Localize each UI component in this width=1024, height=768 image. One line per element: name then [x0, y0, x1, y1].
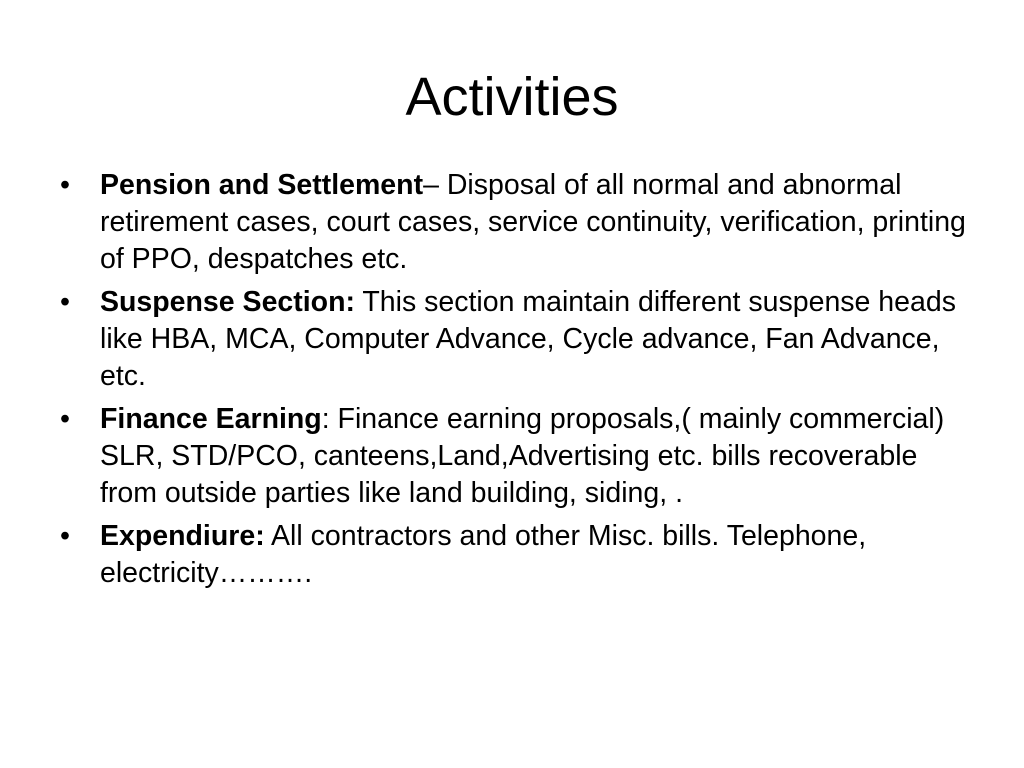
bullet-term: Suspense Section: — [100, 286, 355, 318]
bullet-item-pension-settlement — [60, 167, 970, 278]
bullet-item-suspense-section — [60, 284, 970, 395]
bullet-item-finance-earning — [60, 401, 970, 512]
slide-title: Activities — [405, 67, 619, 127]
bullet-icon: • — [60, 403, 70, 435]
bullet-text: This section maintain different suspense heads like HBA, MCA, Computer Advance, Cycle advance, Fan Advance, etc. — [100, 286, 956, 392]
bullet-text: : Finance earning proposals,( mainly commercial) SLR, STD/PCO, canteens,Land,Advertising etc. bills recoverable from outside parties like land building, siding, . — [100, 403, 945, 509]
bullet-item-expenditure — [60, 518, 970, 592]
bullet-text: – Disposal of all normal and abnormal retirement cases, court cases, service continuity, verification, printing of PPO, despatches etc. — [100, 169, 966, 275]
bullet-text: All contractors and other Misc. bills. Telephone, electricity………. — [100, 520, 867, 589]
bullet-icon: • — [60, 520, 70, 552]
bullet-term: Pension and Settlement — [100, 169, 424, 201]
bullet-icon: • — [60, 169, 70, 201]
bullet-term: Finance Earning — [100, 403, 322, 435]
bullet-icon: • — [60, 286, 70, 318]
bullet-list — [60, 167, 970, 598]
bullet-term: Expendiure: — [100, 520, 265, 552]
